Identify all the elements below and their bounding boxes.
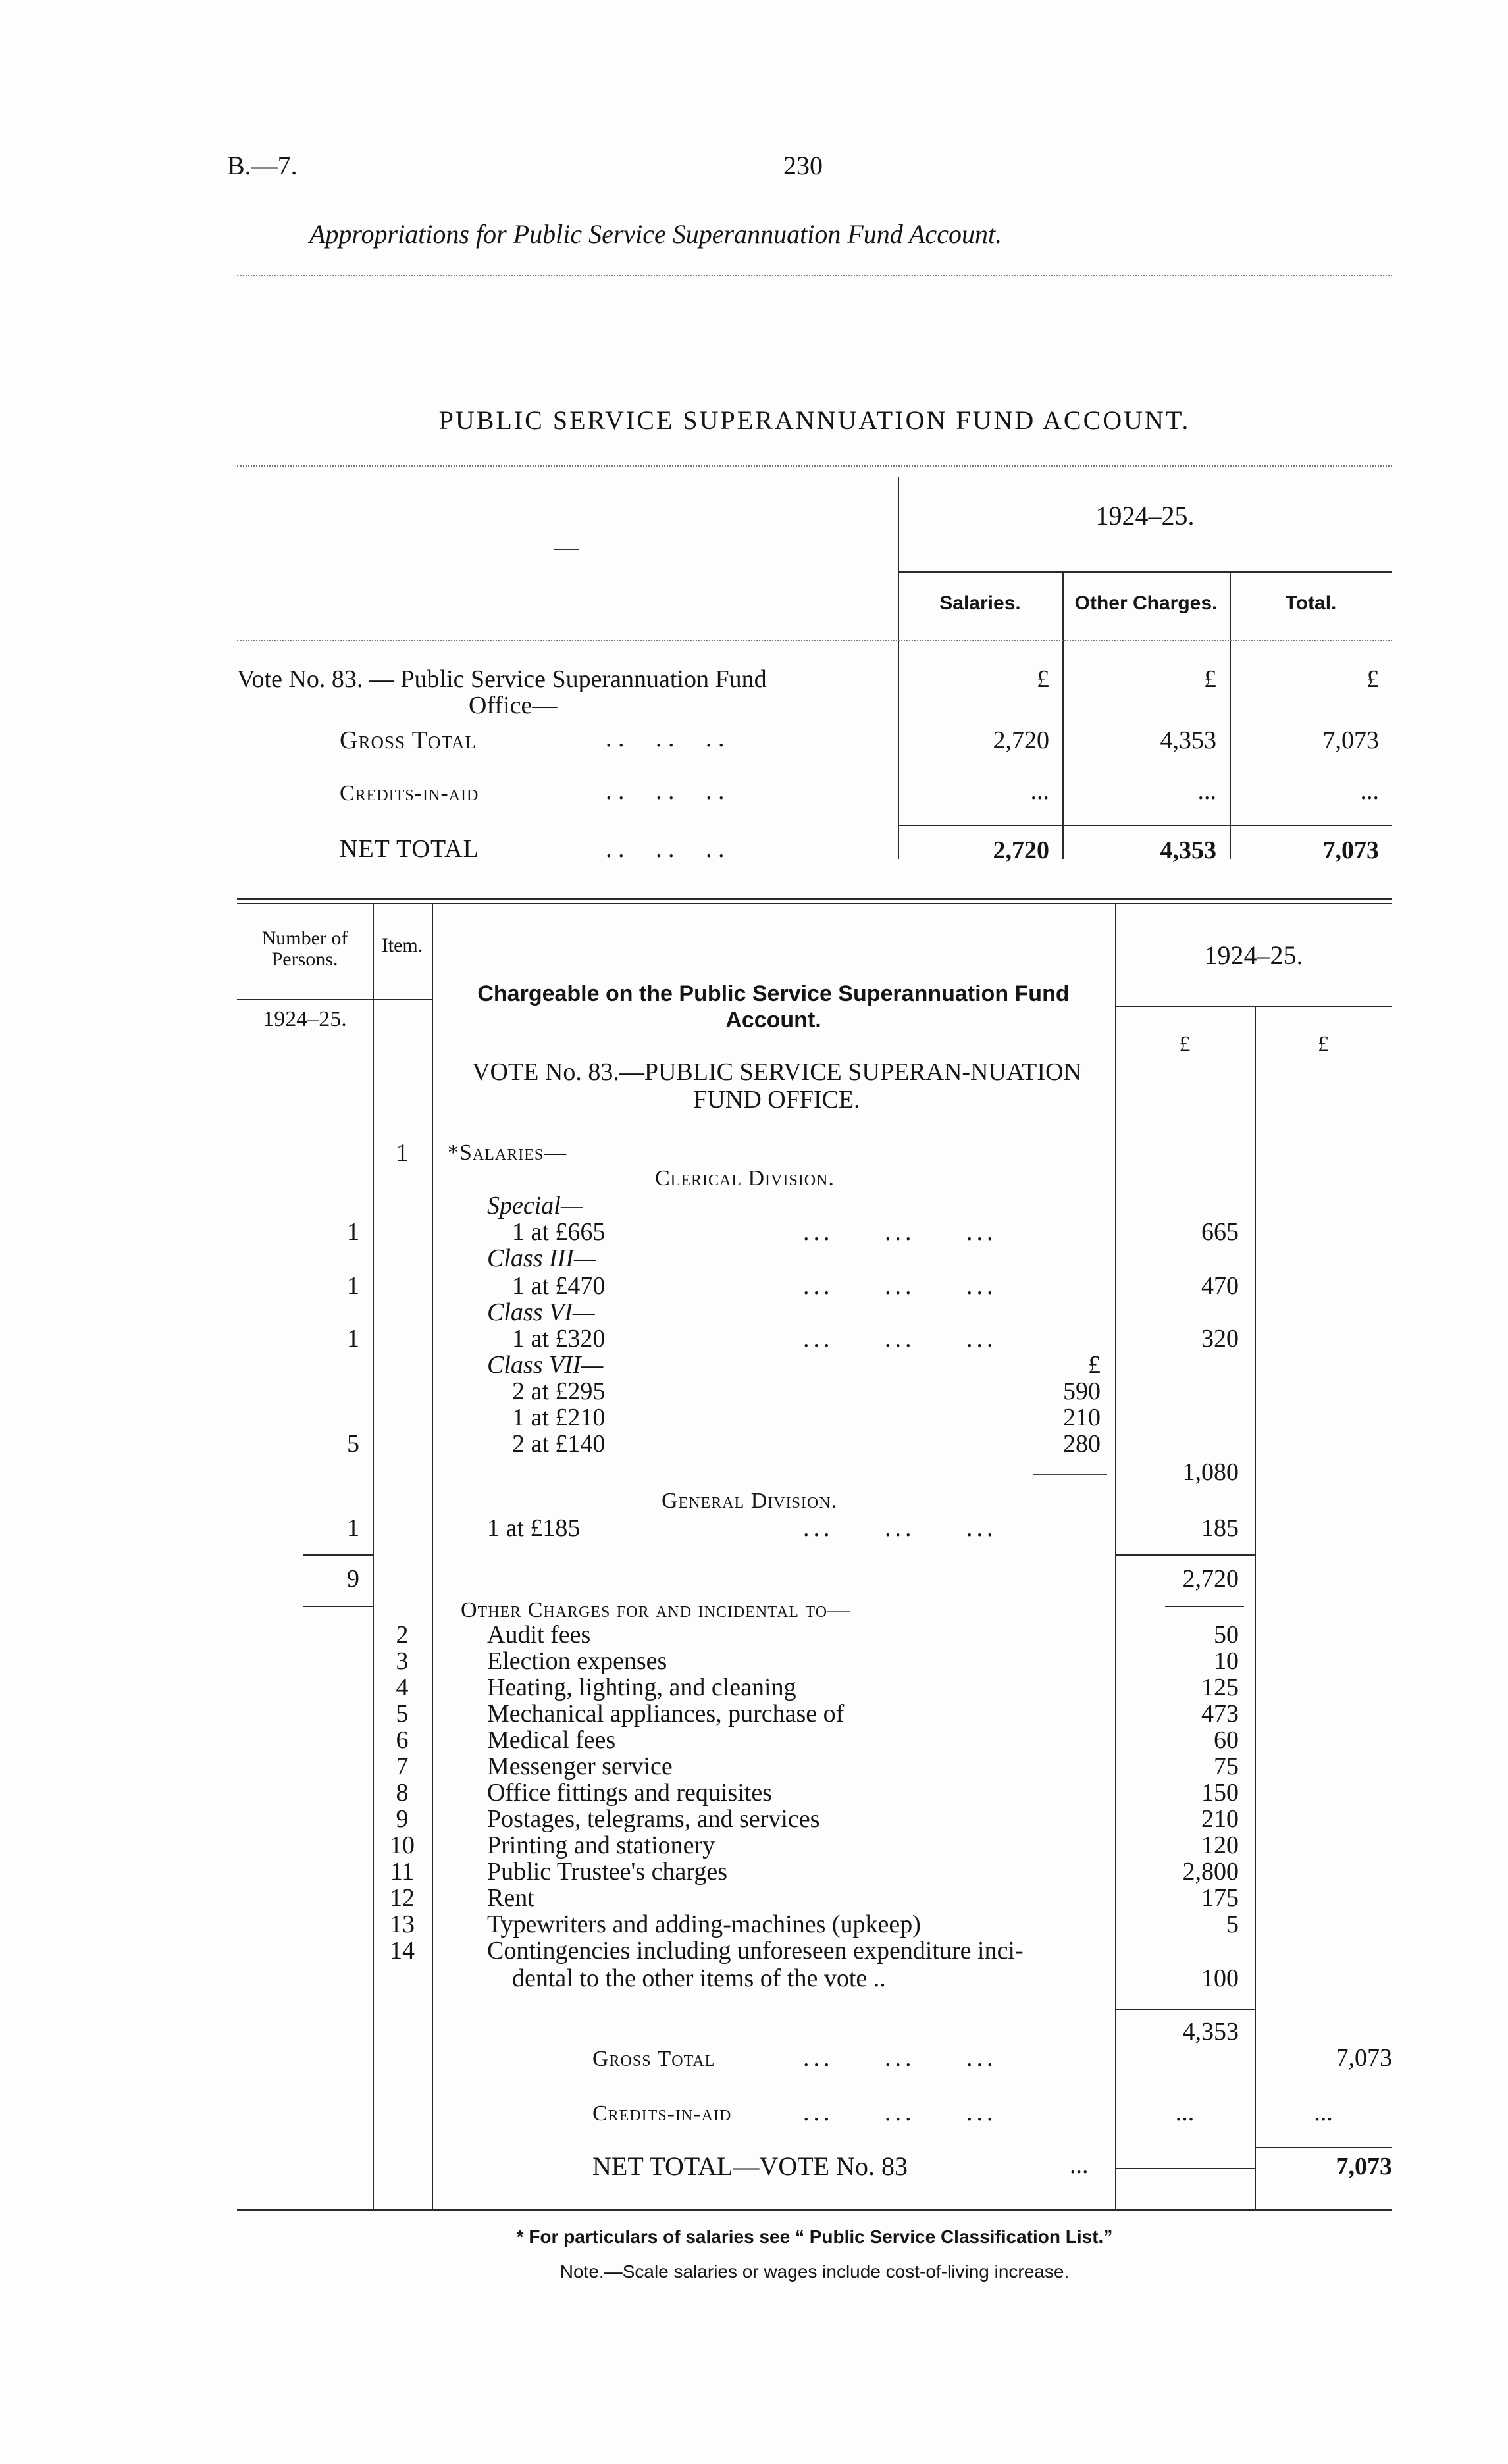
rule <box>1033 1474 1107 1475</box>
leader-dots: ... ... ... <box>803 1325 997 1352</box>
leader-dots: ... ... ... <box>803 2099 997 2126</box>
amount-special: 665 <box>1201 1218 1239 1246</box>
divider <box>237 465 1392 467</box>
item-text: Messenger service <box>487 1753 673 1780</box>
item-number: 11 <box>390 1858 415 1886</box>
persons-class-iii: 1 <box>347 1272 359 1300</box>
col-other-charges: Other Charges. <box>1074 592 1218 614</box>
leader-dots: . . . . . . <box>606 777 725 805</box>
item-text: Contingencies including unforeseen expenditure inci- <box>487 1937 1024 1964</box>
net-total: 7,073 <box>1322 836 1379 864</box>
persons-class-vi: 1 <box>347 1325 359 1352</box>
item-text: Rent <box>487 1884 534 1912</box>
item-number: 13 <box>390 1911 415 1938</box>
rule <box>1115 1006 1392 1007</box>
item-amount: 100 <box>1201 1964 1239 1992</box>
net-salaries: 2,720 <box>993 836 1049 864</box>
column-rule <box>1255 1006 1256 2209</box>
rule <box>1115 2168 1255 2169</box>
leader-dots: . . . . . . <box>606 725 725 752</box>
rate-general: 1 at £185 <box>487 1514 581 1542</box>
rule <box>898 571 1392 573</box>
item-amount: 210 <box>1201 1805 1239 1833</box>
credits-label: Credits-in-aid <box>340 781 479 806</box>
item-amount: 120 <box>1201 1832 1239 1859</box>
other-charges-heading: Other Charges for and incidental to— <box>461 1598 851 1622</box>
amount-class-vi: 320 <box>1201 1325 1239 1352</box>
col-number-of-persons: Number of Persons. <box>261 927 348 970</box>
pound-col-1: £ <box>1179 1032 1191 1056</box>
leader-dots: ... ... ... <box>803 1514 997 1542</box>
column-rule <box>373 903 374 2209</box>
detail-gross-total: 7,073 <box>1336 2044 1392 2072</box>
item-amount: 75 <box>1214 1753 1239 1780</box>
rule <box>237 903 1392 904</box>
vote-title: VOTE No. 83.—PUBLIC SERVICE SUPERAN-NUATION FUND OFFICE. <box>472 1058 1081 1114</box>
salaries-total: 2,720 <box>1182 1565 1239 1593</box>
item-amount: 10 <box>1214 1647 1239 1675</box>
detail-credits-label: Credits-in-aid <box>592 2101 732 2126</box>
item-text: Audit fees <box>487 1621 591 1649</box>
column-rule <box>432 903 433 2209</box>
vote-line-2: Office— <box>469 692 558 719</box>
rule <box>237 999 432 1000</box>
dash: — <box>554 534 579 561</box>
item-text: Medical fees <box>487 1726 616 1754</box>
gross-other: 4,353 <box>1160 727 1216 754</box>
footnote-note: Note.—Scale salaries or wages include cost-of-living increase. <box>559 2261 1070 2282</box>
pound-other: £ <box>1204 665 1216 693</box>
gross-salaries: 2,720 <box>993 727 1049 754</box>
item-text: Printing and stationery <box>487 1832 715 1859</box>
item-text: Typewriters and adding-machines (upkeep) <box>487 1911 921 1938</box>
leader-dots: ... <box>1070 2151 1089 2179</box>
item-amount: 125 <box>1201 1674 1239 1701</box>
item-text-continued: dental to the other items of the vote .. <box>512 1964 886 1992</box>
col-total: Total. <box>1285 592 1337 614</box>
item-number: 14 <box>390 1937 415 1964</box>
credits-salaries: ... <box>1030 777 1049 805</box>
col-salaries: Salaries. <box>939 592 1021 614</box>
leader-dots: ... ... ... <box>803 1218 997 1246</box>
item-number: 12 <box>390 1884 415 1912</box>
item-number: 9 <box>396 1805 409 1833</box>
rate-class-vi: 1 at £320 <box>512 1325 606 1352</box>
gross-total: 7,073 <box>1322 727 1379 754</box>
rate-class-vii-3: 2 at £140 <box>512 1430 606 1458</box>
rule <box>303 1606 373 1607</box>
item-amount: 473 <box>1201 1700 1239 1728</box>
persons-general: 1 <box>347 1514 359 1542</box>
pound-total: £ <box>1366 665 1379 693</box>
rule <box>237 898 1392 900</box>
page-number: 230 <box>783 151 823 180</box>
document-reference: B.—7. <box>227 151 298 180</box>
subtotal-pound: £ <box>1088 1351 1101 1379</box>
leader-dots: ... ... ... <box>803 1272 997 1300</box>
item-number: 8 <box>396 1779 409 1807</box>
rate-class-vii-1: 2 at £295 <box>512 1377 606 1405</box>
rule <box>237 640 1392 641</box>
item-text: Public Trustee's charges <box>487 1858 728 1886</box>
page-title: PUBLIC SERVICE SUPERANNUATION FUND ACCOUNT. <box>438 405 1191 435</box>
col-year-left: 1924–25. <box>263 1007 347 1031</box>
detail-credits-2: ... <box>1314 2099 1333 2126</box>
rule <box>898 825 1392 826</box>
item-number: 7 <box>396 1753 409 1780</box>
other-charges-total: 4,353 <box>1182 2018 1239 2045</box>
rate-class-vii-2: 1 at £210 <box>512 1404 606 1431</box>
salaries-heading: *Salaries— <box>448 1141 567 1165</box>
item-text: Election expenses <box>487 1647 667 1675</box>
item-amount: 2,800 <box>1182 1858 1239 1886</box>
amount-class-iii: 470 <box>1201 1272 1239 1300</box>
rule <box>1115 1554 1255 1556</box>
item-text: Postages, telegrams, and services <box>487 1805 820 1833</box>
item-amount: 60 <box>1214 1726 1239 1754</box>
column-rule <box>1115 903 1116 2209</box>
item-amount: 50 <box>1214 1621 1239 1649</box>
item-number: 4 <box>396 1674 409 1701</box>
item-number: 6 <box>396 1726 409 1754</box>
credits-other: ... <box>1197 777 1216 805</box>
item-amount: 5 <box>1226 1911 1239 1938</box>
clerical-division: Clerical Division. <box>655 1166 835 1191</box>
item-number: 10 <box>390 1832 415 1859</box>
pound-col-2: £ <box>1318 1032 1329 1056</box>
detail-net-total-label: NET TOTAL—VOTE No. 83 <box>592 2151 908 2181</box>
rule <box>1115 2009 1255 2010</box>
rate-special: 1 at £665 <box>512 1218 606 1246</box>
amount-general: 185 <box>1201 1514 1239 1542</box>
pound-salaries: £ <box>1037 665 1049 693</box>
credits-total: ... <box>1360 777 1379 805</box>
grade-class-iii: Class III— <box>487 1245 596 1272</box>
net-other: 4,353 <box>1160 836 1216 864</box>
detail-credits-1: ... <box>1175 2099 1195 2126</box>
item-text: Office fittings and requisites <box>487 1779 773 1807</box>
leader-dots: . . . . . . <box>606 835 725 863</box>
vote-line-1: Vote No. 83. — Public Service Superannuation Fund <box>237 665 767 693</box>
persons-total: 9 <box>347 1565 359 1593</box>
gross-total-label: Gross Total <box>340 727 477 754</box>
subtotal-class-vii-2: 210 <box>1063 1404 1101 1431</box>
detail-net-total: 7,073 <box>1336 2153 1392 2180</box>
rate-class-iii: 1 at £470 <box>512 1272 606 1300</box>
rule <box>1165 1606 1244 1607</box>
grade-class-vi: Class VI— <box>487 1298 595 1326</box>
col-item: Item. <box>381 935 423 956</box>
col-year-right: 1924–25. <box>1204 940 1303 970</box>
item-amount: 150 <box>1201 1779 1239 1807</box>
item-text: Mechanical appliances, purchase of <box>487 1700 845 1728</box>
chargeable-heading: Chargeable on the Public Service Superannuation Fund Account. <box>477 981 1070 1033</box>
persons-special: 1 <box>347 1218 359 1246</box>
grade-special: Special— <box>487 1192 583 1219</box>
leader-dots: ... ... ... <box>803 2044 997 2072</box>
summary-year: 1924–25. <box>1095 501 1195 530</box>
persons-class-vii: 5 <box>347 1430 359 1458</box>
rule <box>237 2209 1392 2211</box>
subtotal-class-vii-3: 280 <box>1063 1430 1101 1458</box>
divider <box>237 275 1392 276</box>
footnote-salaries: * For particulars of salaries see “ Public Service Classification List.” <box>516 2226 1113 2247</box>
amount-class-vii: 1,080 <box>1182 1458 1239 1486</box>
item-number: 5 <box>396 1700 409 1728</box>
salaries-item-number: 1 <box>396 1139 409 1167</box>
general-division: General Division. <box>662 1489 838 1513</box>
item-number: 2 <box>396 1621 409 1649</box>
net-total-label: NET TOTAL <box>340 835 479 863</box>
detail-gross-total-label: Gross Total <box>592 2047 715 2071</box>
subtotal-class-vii-1: 590 <box>1063 1377 1101 1405</box>
item-number: 3 <box>396 1647 409 1675</box>
rule <box>303 1554 373 1556</box>
item-text: Heating, lighting, and cleaning <box>487 1674 796 1701</box>
rule <box>1255 2147 1392 2148</box>
grade-class-vii: Class VII— <box>487 1351 604 1379</box>
page-subtitle: Appropriations for Public Service Superannuation Fund Account. <box>309 219 1002 249</box>
item-amount: 175 <box>1201 1884 1239 1912</box>
